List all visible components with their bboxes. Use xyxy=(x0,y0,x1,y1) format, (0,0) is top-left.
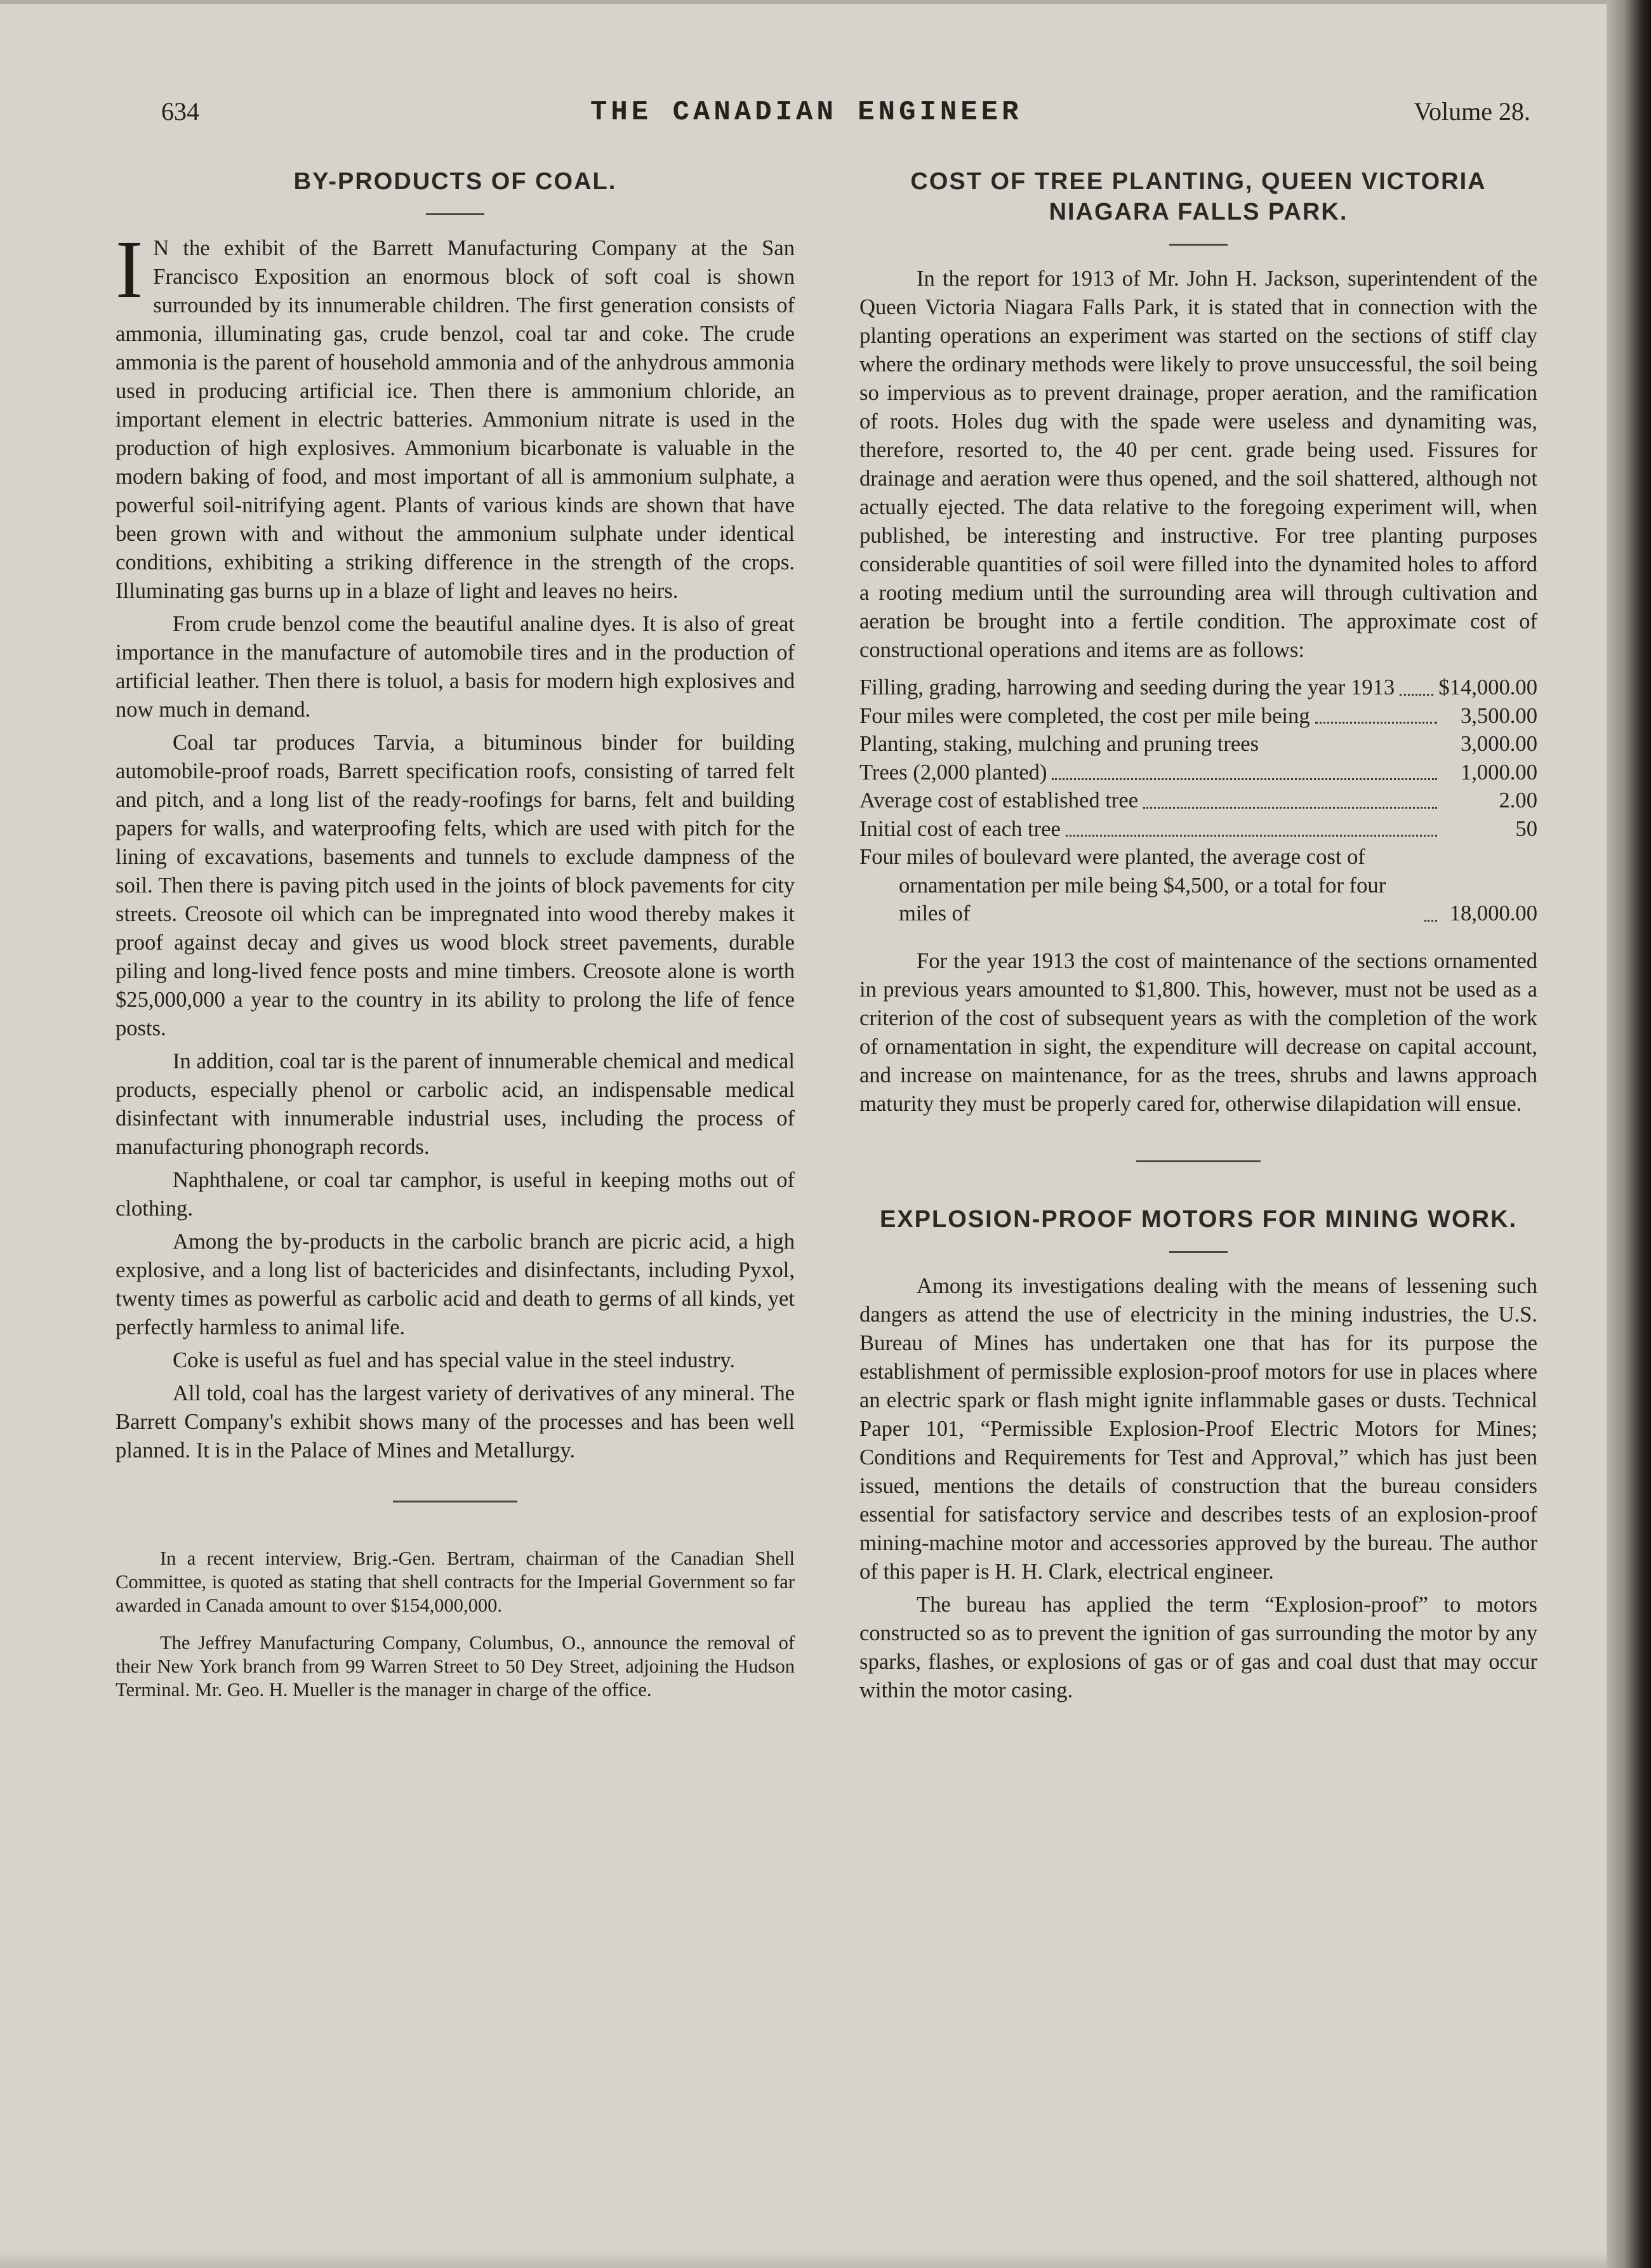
cost-description: Average cost of established tree xyxy=(859,788,1139,812)
cost-row xyxy=(859,702,1537,731)
paragraph: From crude benzol come the beautiful analine dyes. It is also of great importance in the manufacture of automobile tires and in the production of artificial leather. Then there is toluol, a basis for modern high explosives and now much in demand. xyxy=(116,612,795,722)
cost-amount: 3,500.00 xyxy=(1460,703,1537,728)
cost-table xyxy=(859,673,1537,928)
cost-description: Filling, grading, harrowing and seeding during the year 1913 xyxy=(859,675,1395,700)
leader-dots xyxy=(1264,750,1437,752)
cost-row xyxy=(859,843,1537,928)
paragraph: Coke is useful as fuel and has special value in the steel industry. xyxy=(173,1348,735,1372)
paragraph: The bureau has applied the term “Explosion-proof” to motors constructed so as to prevent the ignition of gas surrounding the motor by any sparks, flashes, or explosions of gas or of gas and coal dust that may occur within the motor casing. xyxy=(859,1592,1537,1702)
cost-row xyxy=(859,730,1537,759)
cost-description: Trees (2,000 planted) xyxy=(859,760,1047,785)
leader-dots xyxy=(1400,694,1433,696)
page-bottom-edge xyxy=(0,2251,1607,2268)
article-title: BY-PRODUCTS OF COAL. xyxy=(293,168,617,195)
cost-description: Four miles of boulevard were planted, the average cost of ornamentation per mile being $4,500, or a total for four miles of xyxy=(859,845,1386,925)
drop-cap: I xyxy=(116,224,143,315)
cost-amount: 50 xyxy=(1515,816,1537,841)
journal-title: THE CANADIAN ENGINEER xyxy=(590,96,1023,128)
right-column xyxy=(859,166,1537,1705)
cost-row xyxy=(859,815,1537,844)
paragraph: Among its investigations dealing with the means of lessening such dangers as attend the use of electricity in the mining industries, the U.S. Bureau of Mines has undertaken one that has for its purpose the establishment of permissible explosion-proof motors for use in places where an electric spark or flash might ignite inflammable gases or dusts. Technical Paper 101, “Permissible Explosion-Proof Electric Motors for Mines; Conditions and Requirements for Test and Approval,” which has just been issued, mentions the details of construction that the bureau considers essential for satisfactory service and describes tests of an explosion-proof mining-machine motor and accessories approved by the bureau. The author of this paper is H. H. Clark, electrical engineer. xyxy=(859,1273,1537,1584)
cost-row xyxy=(859,759,1537,787)
cost-row xyxy=(859,786,1537,815)
paragraph: All told, coal has the largest variety of derivatives of any mineral. The Barrett Company's exhibit shows many of the processes and has been well planned. It is in the Palace of Mines and Metallurgy. xyxy=(116,1381,795,1462)
title-rule xyxy=(1169,1251,1228,1253)
volume-label: Volume 28. xyxy=(1414,97,1530,126)
cost-amount: 3,000.00 xyxy=(1460,732,1537,756)
section-divider xyxy=(393,1501,517,1502)
title-rule xyxy=(1169,244,1228,246)
cost-amount: 1,000.00 xyxy=(1460,760,1537,785)
leader-dots xyxy=(1143,807,1437,809)
paragraph-text: N the exhibit of the Barrett Manufacturing Company at the San Francisco Exposition an enormous block of soft coal is shown surrounded by its innumerable children. The first generation consists of ammonia, illuminating gas, crude benzol, coal tar and coke. The crude ammonia is the parent of household ammonia and of the anhydrous ammonia used in producing artificial ice. Then there is ammonium chloride, an important element in electric batteries. Ammonium nitrate is used in the production of high explosives. Ammonium bicarbonate is valuable in the modern baking of food, and most important of all is ammonium sulphate, a powerful soil-nitrifying agent. Plants of various kinds are shown that have been grown with and without the ammonium sulphate under identical conditions, exhibiting a striking difference in the strength of the crops. Illuminating gas burns up in a blaze of light and leaves no heirs. xyxy=(116,236,795,603)
cost-amount: 2.00 xyxy=(1499,788,1537,812)
page-top-edge xyxy=(0,0,1651,4)
paragraph: Naphthalene, or coal tar camphor, is useful in keeping moths out of clothing. xyxy=(116,1168,795,1221)
cost-amount: 18,000.00 xyxy=(1449,901,1537,925)
left-column xyxy=(116,166,795,1702)
article-coal-byproducts xyxy=(116,166,795,1465)
paragraph: In the report for 1913 of Mr. John H. Jackson, superintendent of the Queen Victoria Niagara Falls Park, it is stated that in connection with the planting operations an experiment was started on the sections of stiff clay where the ordinary methods were likely to prove unsuccessful, the soil being so impervious as to prevent drainage, proper aeration, and the ramification of roots. Holes dug with the spade were useless and dynamiting was, therefore, resorted to, the 40 per cent. grade being used. Fissures for drainage and aeration were thus opened, and the soil shattered, although not actually ejected. The data relative to the foregoing experiment will, when published, be interesting and instructive. For tree planting purposes considerable quantities of soil were filled into the dynamited holes to afford a rooting medium until the surrounding area will through cultivation and aeration be brought into a fertile condition. The approximate cost of constructional operations and items are as follows: xyxy=(859,267,1537,662)
article-explosion-proof-motors xyxy=(859,1204,1537,1705)
news-notes xyxy=(116,1547,795,1702)
paragraph: In addition, coal tar is the parent of innumerable chemical and medical products, especially phenol or carbolic acid, an indispensable medical disinfectant with innumerable industrial uses, including the process of manufacturing phonograph records. xyxy=(116,1049,795,1159)
cost-description: Initial cost of each tree xyxy=(859,816,1061,841)
leader-dots xyxy=(1315,722,1437,724)
news-note: The Jeffrey Manufacturing Company, Columbus, O., announce the removal of their New York branch from 99 Warren Street to 50 Dey Street, adjoining the Hudson Terminal. Mr. Geo. H. Mueller is the manager in charge of the office. xyxy=(116,1632,795,1701)
paragraph xyxy=(116,224,795,606)
paragraph: Coal tar produces Tarvia, a bituminous binder for building automobile-proof roads, Barrett specification roofs, consisting of tarred felt and pitch, and a long list of the ready-roofings for barns, felt and building papers for walls, and waterproofing felts, which are used with pitch for the lining of excavations, basements and tunnels to exclude dampness of the soil. Then there is paving pitch used in the joints of block pavements for city streets. Creosote oil which can be impregnated into wood thereby makes it proof against decay and gives us wood block street pavements, durable piling and long-lived fence posts and mine timbers. Creosote alone is worth $25,000,000 a year to the country in its ability to prolong the life of fence posts. xyxy=(116,731,795,1040)
leader-dots xyxy=(1052,778,1437,780)
title-rule xyxy=(426,213,484,215)
page-gutter-shadow xyxy=(1607,0,1651,2268)
leader-dots xyxy=(1066,835,1437,837)
paragraph: Among the by-products in the carbolic branch are picric acid, a high explosive, and a long list of bactericides and disinfectants, including Pyxol, twenty times as powerful as carbolic acid and death to germs of all kinds, yet perfectly harmless to animal life. xyxy=(116,1230,795,1339)
cost-description: Planting, staking, mulching and pruning trees xyxy=(859,732,1259,756)
cost-row xyxy=(859,673,1537,702)
cost-amount: $14,000.00 xyxy=(1438,675,1537,700)
leader-dots xyxy=(1424,920,1437,922)
page-number: 634 xyxy=(161,97,199,126)
paragraph: For the year 1913 the cost of maintenance of the sections ornamented in previous years amounted to $1,800. This, however, must not be used as a criterion of the cost of subsequent years as with the completion of the work of ornamentation in sight, the expenditure will decrease on capital account, and increase on maintenance, for as the trees, shrubs and lawns approach maturity they must be properly cared for, otherwise dilapidation will ensue. xyxy=(859,948,1537,1116)
news-note: In a recent interview, Brig.-Gen. Bertram, chairman of the Canadian Shell Committee, is quoted as stating that shell contracts for the Imperial Government so far awarded in Canada amount to over $154,000,000. xyxy=(116,1548,795,1616)
article-title: EXPLOSION-PROOF MOTORS FOR MINING WORK. xyxy=(879,1205,1518,1233)
cost-description: Four miles were completed, the cost per mile being xyxy=(859,703,1310,728)
section-divider xyxy=(1136,1160,1261,1162)
article-tree-planting xyxy=(859,166,1537,1118)
article-title: COST OF TREE PLANTING, QUEEN VICTORIA NIAGARA FALLS PARK. xyxy=(910,168,1487,225)
